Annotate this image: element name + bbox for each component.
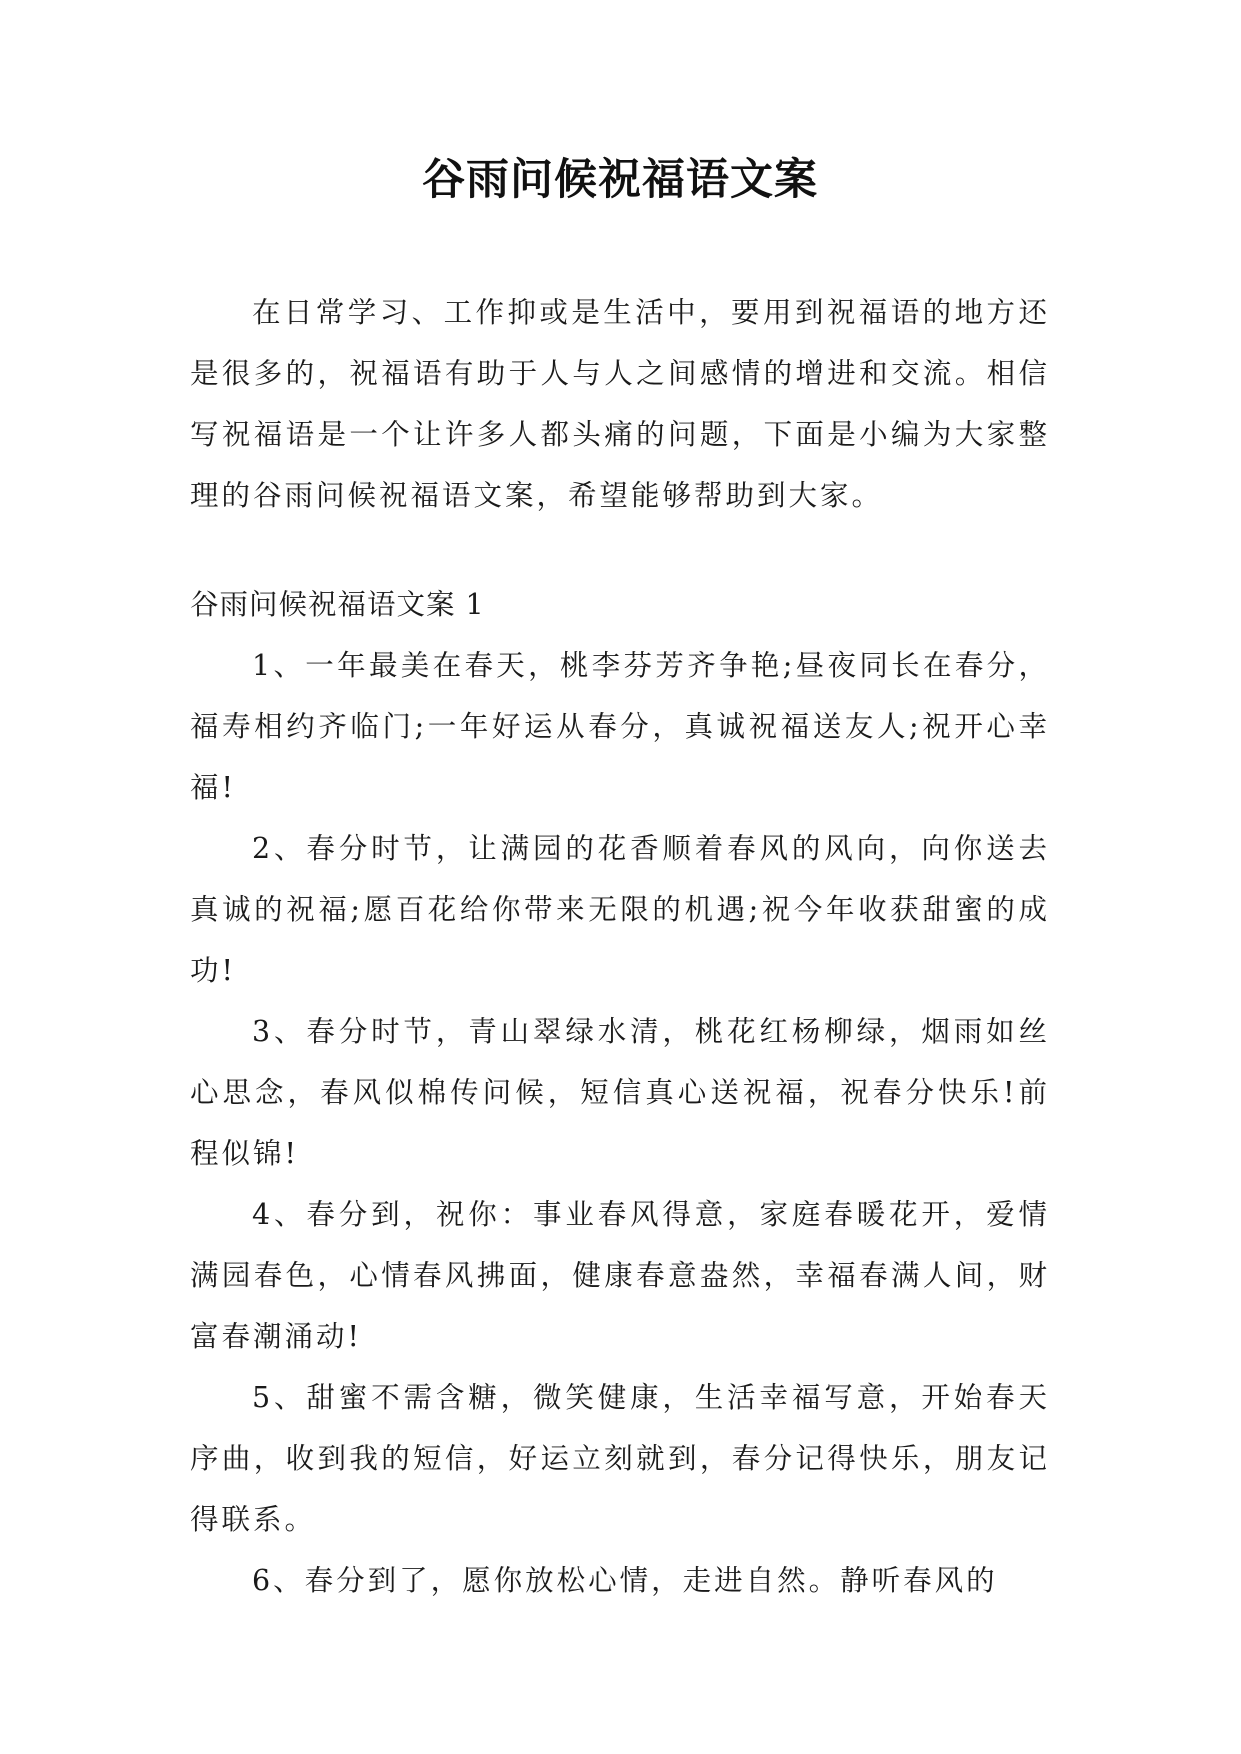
list-item: 5、甜蜜不需含糖，微笑健康，生活幸福写意，开始春天序曲，收到我的短信，好运立刻就到，春分记得快乐，朋友记得联系。 [190,1381,1050,1536]
intro-paragraph: 在日常学习、工作抑或是生活中，要用到祝福语的地方还是很多的，祝福语有助于人与人之间感情的增进和交流。相信写祝福语是一个让许多人都头痛的问题，下面是小编为大家整理的谷雨问候祝福语文案，希望能够帮助到大家。 [190,296,1050,512]
list-item: 2、春分时节，让满园的花香顺着春风的风向，向你送去真诚的祝福;愿百花给你带来无限的机遇;祝今年收获甜蜜的成功! [190,832,1050,987]
document-body [190,282,1050,1611]
list-item: 4、春分到，祝你：事业春风得意，家庭春暖花开，爱情满园春色，心情春风拂面，健康春意盎然，幸福春满人间，财富春潮涌动! [190,1198,1050,1353]
document-title: 谷雨问候祝福语文案 [422,155,818,205]
section-heading: 谷雨问候祝福语文案 1 [190,588,485,621]
spacer [190,526,1050,574]
list-item: 1、一年最美在春天，桃李芬芳齐争艳;昼夜同长在春分，福寿相约齐临门;一年好运从春分，真诚祝福送友人;祝开心幸福! [190,649,1050,804]
list-item: 6、春分到了，愿你放松心情，走进自然。静听春风的 [252,1564,998,1597]
list-item: 3、春分时节，青山翠绿水清，桃花红杨柳绿，烟雨如丝心思念，春风似棉传问候，短信真心送祝福，祝春分快乐!前程似锦! [190,1015,1050,1170]
